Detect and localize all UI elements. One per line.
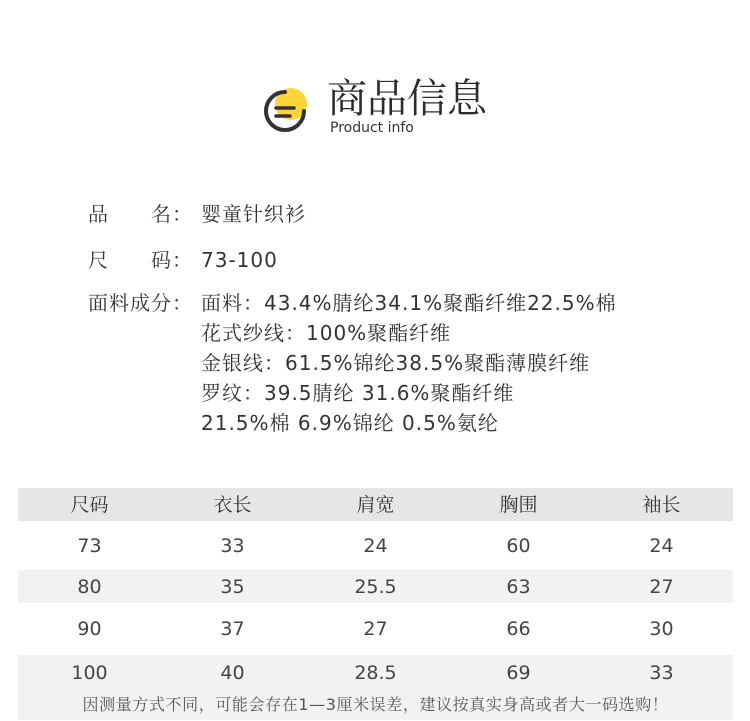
fabric-composition-label: 面料成分： bbox=[88, 291, 193, 315]
size-range-row bbox=[88, 245, 728, 275]
cell-sleeve: 27 bbox=[649, 575, 674, 598]
column-header-length: 衣长 bbox=[213, 493, 252, 516]
cell-size: 100 bbox=[71, 661, 108, 684]
cell-length: 35 bbox=[220, 575, 245, 598]
measurement-note: 因测量方式不同，可能会存在1—3厘米误差，建议按真实身高或者大一码选购！ bbox=[18, 690, 733, 720]
table-header-row bbox=[18, 488, 733, 521]
column-header-sleeve: 袖长 bbox=[642, 493, 681, 516]
table-row bbox=[18, 521, 733, 570]
cell-chest: 60 bbox=[506, 534, 531, 557]
cell-size: 90 bbox=[77, 618, 102, 640]
cell-length: 40 bbox=[220, 661, 245, 684]
cell-length: 33 bbox=[220, 534, 245, 557]
table-row bbox=[18, 655, 733, 690]
cell-chest: 69 bbox=[506, 661, 531, 684]
cell-shoulder: 27 bbox=[363, 618, 388, 640]
cell-shoulder: 28.5 bbox=[354, 661, 397, 684]
column-header-shoulder: 肩宽 bbox=[356, 493, 395, 516]
cell-chest: 63 bbox=[506, 575, 531, 598]
cell-sleeve: 33 bbox=[649, 661, 674, 684]
product-name-row bbox=[88, 199, 728, 229]
page-title: 商品信息 bbox=[327, 76, 487, 122]
cell-sleeve: 24 bbox=[649, 534, 674, 557]
size-table bbox=[18, 488, 733, 720]
page-subtitle: Product info bbox=[330, 120, 414, 136]
cell-shoulder: 24 bbox=[363, 534, 388, 557]
cell-chest: 66 bbox=[506, 618, 531, 640]
composition-line-rib: 罗纹：39.5腈纶 31.6%聚酯纤维 bbox=[201, 381, 515, 405]
cell-size: 80 bbox=[77, 575, 102, 598]
composition-line-fabric: 面料：43.4%腈纶34.1%聚酯纤维22.5%棉 bbox=[201, 291, 617, 315]
size-range-label: 尺 码： bbox=[88, 248, 193, 272]
column-header-size: 尺码 bbox=[70, 493, 109, 516]
product-name-label: 品 名： bbox=[88, 202, 193, 226]
composition-line-rib-continued: 21.5%棉 6.9%锦纶 0.5%氨纶 bbox=[201, 411, 499, 435]
fabric-composition-list bbox=[201, 288, 617, 438]
document-list-icon bbox=[262, 84, 312, 134]
cell-sleeve: 30 bbox=[649, 618, 674, 640]
table-row bbox=[18, 570, 733, 603]
size-range-value: 73-100 bbox=[201, 248, 278, 272]
cell-shoulder: 25.5 bbox=[354, 575, 397, 598]
composition-line-fancy-yarn: 花式纱线：100%聚酯纤维 bbox=[201, 321, 452, 345]
product-name-value: 婴童针织衫 bbox=[201, 202, 306, 226]
fabric-composition-row bbox=[88, 288, 728, 438]
column-header-chest: 胸围 bbox=[499, 493, 538, 516]
cell-size: 73 bbox=[77, 534, 102, 557]
table-row bbox=[18, 603, 733, 655]
composition-line-metallic-yarn: 金银线：61.5%锦纶38.5%聚酯薄膜纤维 bbox=[201, 351, 591, 375]
cell-length: 37 bbox=[220, 618, 245, 640]
